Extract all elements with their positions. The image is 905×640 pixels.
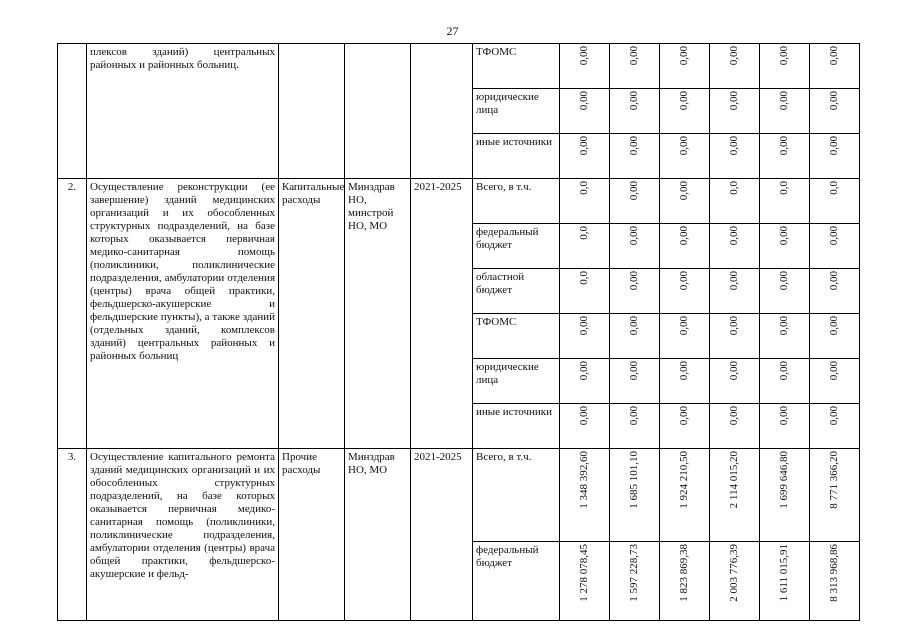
value-cell: 0,00 [578,136,590,156]
period: 2021-2025 [411,449,473,621]
value-cell: 0,00 [728,316,740,336]
value-cell: 0,00 [728,361,740,381]
value-cell: 0,00 [628,226,640,246]
executor [345,44,411,179]
value-cell: 0,00 [578,361,590,381]
value-cell: 0,00 [678,181,690,201]
value-cell: 0,00 [578,316,590,336]
value-cell: 0,00 [828,226,840,246]
value-cell: 0,00 [628,46,640,66]
value-cell: 1 685 101,10 [628,451,640,509]
value-cell: 0,00 [728,91,740,111]
value-cell: 2 114 015,20 [728,451,740,509]
value-cell: 0,00 [728,406,740,426]
measure-description: Осуществление капитального ремонта зданий медицинских организаций и их обособленных структурных подразделений, на базе которых оказывается первичная медико-санитарная помощь (поликлиники, поликлинические подразделения, амбулатории отделения (центры) врача общей практики, фельдшерско-акушерские и фельд- [87,449,279,621]
executor: Минздрав НО, минстрой НО, МО [345,179,411,449]
value-cell: 0,00 [828,91,840,111]
value-cell: 0,00 [828,136,840,156]
value-cell: 0,0 [578,271,590,285]
value-cell: 0,00 [678,136,690,156]
period: 2021-2025 [411,179,473,449]
value-cell: 0,00 [778,271,790,291]
value-cell: 0,00 [728,271,740,291]
value-cell: 0,00 [828,271,840,291]
value-cell: 0,0 [578,226,590,240]
row-number: 2. [58,179,87,449]
value-cell: 0,00 [678,316,690,336]
value-cell: 0,00 [828,361,840,381]
value-cell: 0,00 [578,91,590,111]
value-cell: 1 611 015,91 [778,544,790,602]
row-number [58,44,87,179]
executor: Минздрав НО, МО [345,449,411,621]
value-cell: 0,00 [728,136,740,156]
value-cell: 2 003 776,39 [728,544,740,602]
value-cell: 1 823 869,38 [678,544,690,602]
value-cell: 0,00 [728,46,740,66]
value-cell: 1 597 228,73 [628,544,640,602]
funding-source: иные источники [473,404,560,449]
funding-source: областной бюджет [473,269,560,314]
period [411,44,473,179]
value-cell: 0,00 [778,226,790,246]
value-cell: 0,00 [778,361,790,381]
value-cell: 0,00 [578,46,590,66]
value-cell: 0,00 [628,406,640,426]
program-table [57,43,860,621]
value-cell: 0,00 [778,316,790,336]
value-cell: 0,00 [578,406,590,426]
table-row [58,44,860,89]
value-cell: 1 924 210,50 [678,451,690,509]
value-cell: 0,00 [678,46,690,66]
funding-source: иные источники [473,134,560,179]
funding-source: юридические лица [473,89,560,134]
value-cell: 0,00 [828,406,840,426]
value-cell: 0,00 [678,406,690,426]
value-cell: 0,0 [778,181,790,195]
value-cell: 8 771 366,20 [828,451,840,509]
page-number: 27 [446,24,459,38]
expense-type: Капитальные расходы [279,179,345,449]
value-cell: 0,00 [828,46,840,66]
value-cell: 0,00 [628,91,640,111]
funding-source: федеральный бюджет [473,542,560,621]
funding-source: ТФОМС [473,314,560,359]
value-cell: 0,00 [628,136,640,156]
measure-description: Осуществление реконструкции (ее завершение) зданий медицинских организаций и их обособленных структурных подразделений, на базе которых оказывается первичная медико-санитарная помощь (поликлиники, поликлинические подразделения, амбулатории отделения (центры) врача общей практики, фельдшерско-акушерские и фельдшерские пункты), а также зданий (отдельных зданий, комплексов зданий) центральных районных и районных больниц [87,179,279,449]
value-cell: 0,00 [828,316,840,336]
value-cell: 0,00 [778,91,790,111]
value-cell: 0,0 [578,181,590,195]
measure-description: плексов зданий) центральных районных и районных больниц. [87,44,279,179]
row-number: 3. [58,449,87,621]
value-cell: 0,00 [628,361,640,381]
value-cell: 0,00 [678,361,690,381]
funding-source: юридические лица [473,359,560,404]
value-cell: 1 278 078,45 [578,544,590,602]
table-row [58,179,860,224]
value-cell: 0,00 [678,226,690,246]
funding-source: федеральный бюджет [473,224,560,269]
value-cell: 0,0 [728,181,740,195]
funding-source: ТФОМС [473,44,560,89]
value-cell: 0,00 [778,46,790,66]
expense-type [279,44,345,179]
value-cell: 8 313 968,86 [828,544,840,602]
funding-source: Всего, в т.ч. [473,179,560,224]
value-cell: 1 699 646,80 [778,451,790,509]
expense-type: Прочие расходы [279,449,345,621]
table-row [58,449,860,542]
value-cell: 0,00 [678,91,690,111]
value-cell: 0,00 [628,181,640,201]
value-cell: 0,00 [678,271,690,291]
value-cell: 0,00 [778,136,790,156]
value-cell: 0,00 [778,406,790,426]
value-cell: 0,00 [628,271,640,291]
value-cell: 0,00 [728,226,740,246]
value-cell: 0,0 [828,181,840,195]
value-cell: 0,00 [628,316,640,336]
value-cell: 1 348 392,60 [578,451,590,509]
funding-source: Всего, в т.ч. [473,449,560,542]
